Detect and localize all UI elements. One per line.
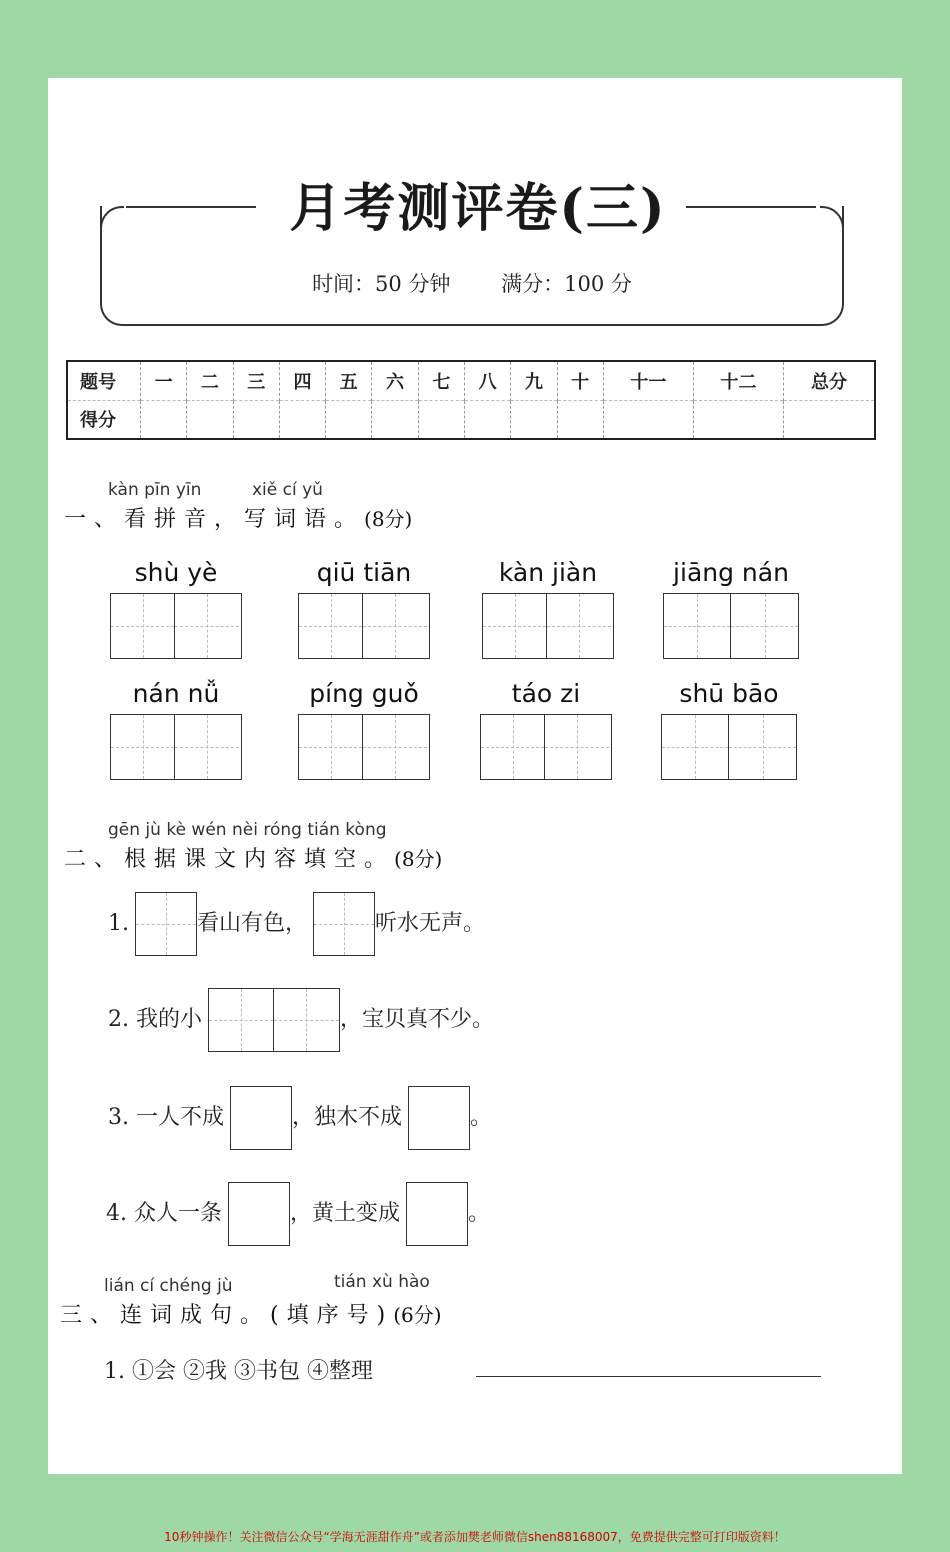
answer-box[interactable] bbox=[228, 1182, 290, 1246]
q-text: ，黄土变成 bbox=[289, 1201, 400, 1226]
score-header-row bbox=[67, 361, 875, 400]
section2-heading bbox=[64, 842, 442, 873]
section2-pinyin: gēn jù kè wén nèi róng tián kòng bbox=[108, 820, 387, 840]
section1-pinyin-a: kàn pīn yīn bbox=[108, 480, 202, 500]
col-header: 十一 bbox=[603, 361, 693, 400]
word-pinyin: kàn jiàn bbox=[498, 558, 598, 587]
answer-box[interactable] bbox=[135, 892, 197, 956]
score-cell[interactable] bbox=[141, 400, 187, 439]
writing-grid[interactable] bbox=[298, 714, 430, 780]
answer-box[interactable] bbox=[408, 1086, 470, 1150]
question-2-3 bbox=[108, 1086, 492, 1150]
question-3-1: 1. ①会 ②我 ③书包 ④整理 bbox=[104, 1359, 373, 1384]
section3-pinyin-b: tián xù hào bbox=[334, 1272, 430, 1292]
score-value-row bbox=[67, 400, 875, 439]
section3-heading bbox=[60, 1298, 442, 1329]
section3-subtitle: (填序号) bbox=[270, 1303, 394, 1328]
score-cell[interactable] bbox=[418, 400, 464, 439]
row-label: 题号 bbox=[80, 371, 116, 393]
score-cell[interactable] bbox=[279, 400, 325, 439]
word-pinyin: nán nǚ bbox=[132, 679, 220, 708]
answer-box[interactable] bbox=[406, 1182, 468, 1246]
writing-grid[interactable] bbox=[663, 593, 799, 659]
section1-title: 一、看拼音，写词语。 bbox=[64, 507, 365, 532]
section3-points: (6分) bbox=[393, 1303, 442, 1327]
q-text: 4. 众人一条 bbox=[106, 1201, 222, 1226]
answer-box[interactable] bbox=[313, 892, 375, 956]
section1-points: (8分) bbox=[364, 507, 413, 531]
writing-grid[interactable] bbox=[482, 593, 614, 659]
word-item bbox=[298, 558, 430, 659]
word-pinyin: shū bāo bbox=[679, 679, 779, 708]
score-cell[interactable] bbox=[784, 400, 875, 439]
exam-paper bbox=[48, 78, 902, 1474]
word-pinyin: píng guǒ bbox=[309, 679, 419, 708]
section2-title: 二、根据课文内容填空。 bbox=[64, 847, 395, 872]
score-cell[interactable] bbox=[326, 400, 372, 439]
col-header: 二 bbox=[187, 361, 233, 400]
col-header: 三 bbox=[233, 361, 279, 400]
section3-title: 三、连词成句。 bbox=[60, 1303, 271, 1328]
col-header: 五 bbox=[326, 361, 372, 400]
writing-grid[interactable] bbox=[110, 714, 242, 780]
answer-line[interactable] bbox=[476, 1376, 821, 1377]
time-limit: 时间：50 分钟 bbox=[312, 272, 451, 296]
col-header: 总分 bbox=[784, 361, 875, 400]
score-cell[interactable] bbox=[557, 400, 603, 439]
page-title: 月考测评卷(三) bbox=[289, 178, 667, 239]
score-cell[interactable] bbox=[233, 400, 279, 439]
answer-box[interactable] bbox=[208, 988, 274, 1052]
col-header: 十二 bbox=[693, 361, 783, 400]
word-item bbox=[298, 679, 430, 780]
word-item bbox=[110, 679, 242, 780]
q-text: 3. 一人不成 bbox=[108, 1105, 224, 1130]
score-cell[interactable] bbox=[511, 400, 557, 439]
score-cell[interactable] bbox=[603, 400, 693, 439]
q-text: 听水无声。 bbox=[375, 911, 486, 936]
q-number: 1. bbox=[108, 911, 129, 936]
q-text: 。 bbox=[468, 1201, 491, 1226]
q-text: 。 bbox=[470, 1105, 493, 1130]
exam-meta bbox=[100, 268, 844, 298]
section1-heading bbox=[64, 502, 412, 533]
q-text: 2. 我的小 bbox=[108, 1007, 202, 1032]
word-item bbox=[110, 558, 242, 659]
score-cell[interactable] bbox=[187, 400, 233, 439]
col-header: 八 bbox=[464, 361, 510, 400]
score-cell[interactable] bbox=[693, 400, 783, 439]
word-item bbox=[480, 679, 612, 780]
word-item bbox=[663, 558, 799, 659]
writing-grid[interactable] bbox=[110, 593, 242, 659]
section3-pinyin-a: lián cí chéng jù bbox=[104, 1276, 233, 1296]
footer-note: 10秒钟操作！关注微信公众号“学海无涯甜作舟”或者添加樊老师微信shen88168007，免费提供完整可打印版资料！ bbox=[164, 1530, 786, 1544]
answer-box[interactable] bbox=[230, 1086, 292, 1150]
writing-grid[interactable] bbox=[480, 714, 612, 780]
question-2-2 bbox=[108, 988, 494, 1052]
score-cell[interactable] bbox=[372, 400, 418, 439]
word-item bbox=[482, 558, 614, 659]
word-pinyin: shù yè bbox=[134, 558, 218, 587]
col-header: 一 bbox=[141, 361, 187, 400]
score-cell[interactable] bbox=[464, 400, 510, 439]
word-pinyin: táo zi bbox=[511, 679, 581, 708]
q-text: ，独木不成 bbox=[291, 1105, 402, 1130]
question-2-1 bbox=[108, 892, 485, 956]
score-table bbox=[66, 360, 876, 440]
col-header: 四 bbox=[279, 361, 325, 400]
col-header: 六 bbox=[372, 361, 418, 400]
full-score: 满分：100 分 bbox=[501, 272, 632, 296]
col-header: 十 bbox=[557, 361, 603, 400]
section1-pinyin-b: xiě cí yǔ bbox=[252, 480, 323, 500]
q-text: ，宝贝真不少。 bbox=[339, 1007, 494, 1032]
q-text: 看山有色， bbox=[197, 911, 308, 936]
writing-grid[interactable] bbox=[298, 593, 430, 659]
writing-grid[interactable] bbox=[661, 714, 797, 780]
section2-points: (8分) bbox=[394, 847, 443, 871]
word-pinyin: qiū tiān bbox=[316, 558, 412, 587]
col-header: 九 bbox=[511, 361, 557, 400]
word-item bbox=[661, 679, 797, 780]
word-pinyin: jiāng nán bbox=[673, 558, 789, 587]
row-label: 得分 bbox=[67, 400, 141, 439]
answer-box[interactable] bbox=[274, 988, 340, 1052]
question-2-4 bbox=[106, 1182, 490, 1246]
col-header: 七 bbox=[418, 361, 464, 400]
